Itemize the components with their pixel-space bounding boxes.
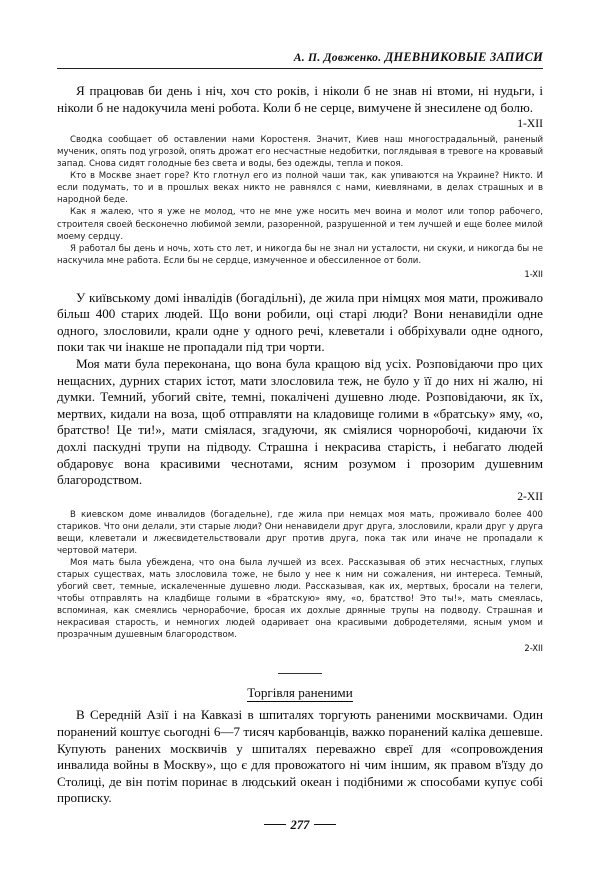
date-stamp-2: 1-XII — [524, 268, 543, 279]
footer-dash-right — [314, 824, 336, 825]
section-heading — [57, 684, 543, 701]
paragraph-ru-5: В киевском доме инвалидов (богадельне), где жила при немцах моя мать, проживало более 400 стариков. Что они делали, эти старые люди? Они ненавидели друг друга, злословили, крали друг у друга вещи, клеветали и лжесвидетельствовали друг против друга, пока так или иначе не пропадали к чертовой матери. — [57, 509, 543, 556]
section-heading-text: Торгівля раненими — [247, 685, 353, 701]
running-header-author: А. П. Довженко. — [293, 51, 382, 64]
paragraph-ru-2: Кто в Москве знает горе? Кто глотнул его из полной чаши так, как упиваются на Украине? Никто. И если подумать, то и в прошлых веках никто не равнялся с нами, киевлянами, в делах страшных и в народной беде. — [57, 171, 543, 206]
paragraph-ua-1: Я працював би день і ніч, хоч сто років, і ніколи б не знав ні втоми, ні нудьги, і ніколи б не надокучила мені робота. Коли б не серце, вимучене й знесилене од болю. — [57, 83, 543, 115]
page-footer — [0, 818, 600, 833]
header-rule — [57, 68, 543, 69]
paragraph-ru-4: Я работал бы день и ночь, хоть сто лет, и никогда бы не знал ни усталости, ни скуки, и никогда бы не наскучила мне работа. Если бы не сердце, измученное и обессиленное от боли. — [57, 243, 543, 266]
footer-dash-left — [264, 824, 286, 825]
paragraph-ua-3: Моя мати була переконана, що вона була кращою від усіх. Розповідаючи про цих нещасних, дурних старих істот, мати злословила теж, не було у її до них ні жалю, ні думки. Темний, убогий світе, темні, покалічені душевно люде. Розповідаючи, як їх, мертвих, кидали на воза, щоб отправляти на кладовище голими в «братську» яму, «о, братство! Це ти!», мати сміялася, згадуючи, як сміялися чорноробочі, кидаючи їх дохлі паскудні трупи на підводу. Страшна і некрасива старість, і небагато людей обдаровує вона красивими чеснотами, ясним розумом і прозорим душевним благородством. — [57, 356, 543, 488]
paragraph-ru-6: Моя мать была убеждена, что она была лучшей из всех. Рассказывая об этих несчастных, глупых старых существах, мать злословила тоже, не было у нее к ним ни сожаления, ни интереса. Темный, убогий свет, темные, искалеченные душевно люди. Рассказывая, как их, мертвых, бросали на телеги, чтобы отправлять на кладбище голыми в «братскую» яму, «о, братство! Это ты!», мать смеялась, вспоминая, как смеялись чернорабочие, бросая их дохлые дрянные трупы на подводу. Страшная и некрасивая старость, и немногих людей одаривает она красивыми добродетелями, ясным умом и прозрачным душевным благородством. — [57, 558, 543, 641]
page-content — [57, 0, 543, 807]
paragraph-ru-3: Как я жалею, что я уже не молод, что не мне уже носить меч воина и молот или топор рабочего, строителя своей бесконечно любимой земли, разоренной, разрушенной и тем лучшей и еще более милой моему сердцу. — [57, 207, 543, 242]
date-stamp-3: 2-XII — [517, 489, 543, 503]
paragraph-ua-4: В Середній Азії і на Кавказі в шпиталях торгують раненими москвичами. Один поранений коштує сьогодні 6—7 тисяч карбованців, важко поранений каліка дешевше. Купують ранених москвичів у шпиталях переважно євреї для «сопровождения инвалида войны в Москву», що є для провожатого ні чим іншим, як правом в'їзду до Столиці, де він потім поринає в людський океан і подібними ж способами купує собі прописку. — [57, 707, 543, 806]
running-header-title: ДНЕВНИКОВЫЕ ЗАПИСИ — [384, 50, 543, 64]
paragraph-ru-1: Сводка сообщает об оставлении нами Коростеня. Значит, Киев наш многострадальный, раненый мученик, опять под угрозой, опять дрожат его несчастные недобитки, поглядывая в тревоге на кровавый запад. Снова сидят голодные без света и воды, без одежды, тепла и покоя. — [57, 135, 543, 170]
spacer — [57, 282, 543, 290]
paragraph-ua-2: У київському домі інвалідів (богадільні), де жила при німцях моя мати, проживало більш 400 старих людей. Що вони робили, оці старі люди? Вони ненавиділи одне одного, злословили, крали одне у одного речі, клеветали і оббріхували одне одного, поки так чи інакше не пропадали під три чорти. — [57, 289, 543, 355]
date-stamp-4: 2-XII — [524, 643, 543, 654]
section-separator — [57, 670, 543, 674]
separator-rule — [278, 673, 322, 674]
date-stamp-1: 1-XII — [517, 117, 543, 131]
running-header — [57, 50, 543, 65]
page-number: 277 — [290, 818, 310, 832]
